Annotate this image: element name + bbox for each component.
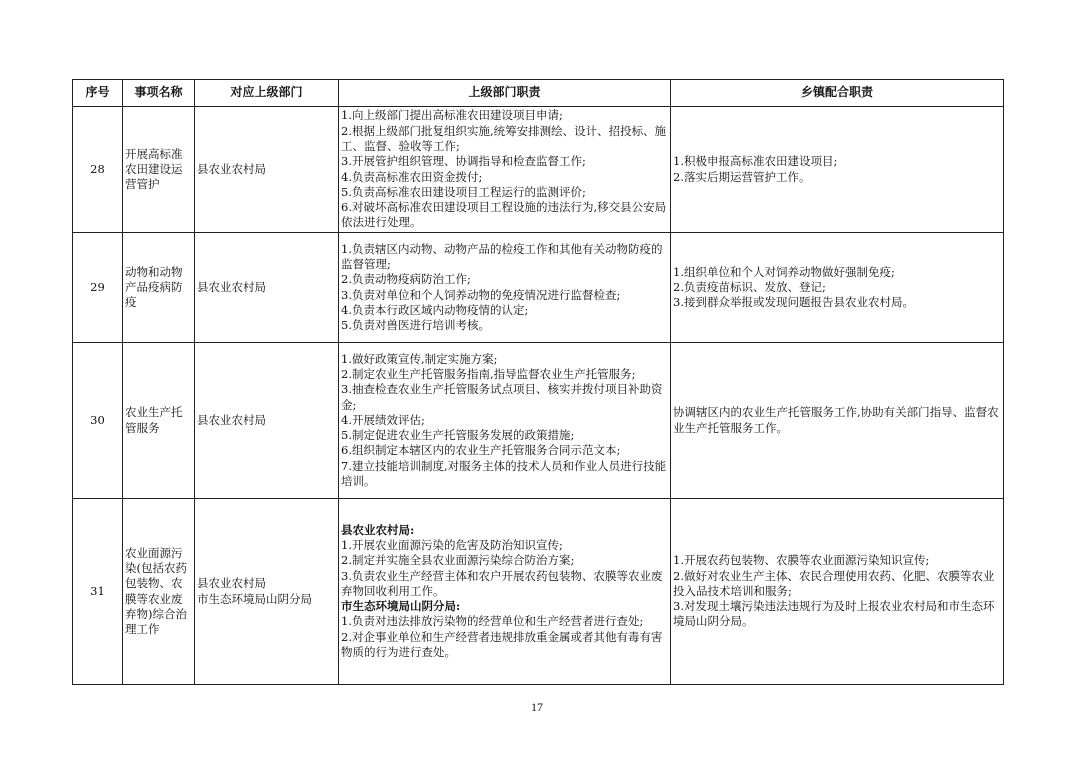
town-duty-item: 1.积极申报高标准农田建设项目;	[673, 154, 838, 169]
department-name: 县农业农村局	[197, 576, 266, 591]
duty-item: 1.负责辖区内动物、动物产品的检疫工作和其他有关动物防疫的监督管理;	[341, 241, 663, 271]
item-name: 农业面源污染(包括农药包装物、农膜等农业废弃物)综合治理工作	[123, 499, 195, 685]
item-name: 农业生产托管服务	[123, 343, 195, 499]
duty-item: 2.负责动物疫病防治工作;	[341, 272, 471, 287]
department-cell	[195, 107, 339, 233]
town-duty-item: 3.接到群众举报或发现问题报告县农业农村局。	[673, 295, 914, 310]
table-header-row	[73, 80, 1004, 107]
duty-item: 4.负责本行政区域内动物疫情的认定;	[341, 302, 529, 317]
header-item-name: 事项名称	[123, 80, 195, 107]
duty-item: 1.负责对违法排放污染物的经营单位和生产经营者进行查处;	[341, 614, 644, 629]
duty-item: 2.制定并实施全县农业面源污染综合防治方案;	[341, 553, 575, 568]
item-name: 动物和动物产品疫病防疫	[123, 233, 195, 343]
duty-item: 3.开展管护组织管理、协调指导和检查监督工作;	[341, 154, 586, 169]
row-number: 29	[73, 233, 123, 343]
department-cell	[195, 499, 339, 685]
table-row	[73, 233, 1004, 343]
upper-duties-cell	[339, 499, 671, 685]
duty-item: 2.制定农业生产托管服务指南,指导监督农业生产托管服务;	[341, 366, 636, 381]
upper-duties-cell	[339, 343, 671, 499]
header-no: 序号	[73, 80, 123, 107]
department-name: 市生态环境局山阴分局	[197, 591, 312, 606]
header-upper-duties: 上级部门职责	[339, 80, 671, 107]
town-duties-cell	[671, 499, 1004, 685]
duty-item: 5.负责高标准农田建设项目工程运行的监测评价;	[341, 184, 586, 199]
row-number: 30	[73, 343, 123, 499]
upper-duties-cell	[339, 107, 671, 233]
header-town-duties: 乡镇配合职责	[671, 80, 1004, 107]
duty-section-heading: 县农业农村局:	[341, 522, 415, 537]
duty-item: 1.向上级部门提出高标准农田建设项目申请;	[341, 108, 563, 123]
duty-item: 3.负责农业生产经营主体和农户开展农药包装物、农膜等农业废弃物回收利用工作。	[341, 568, 663, 598]
duty-item: 1.开展农业面源污染的危害及防治知识宣传;	[341, 537, 563, 552]
duty-item: 7.建立技能培训制度,对服务主体的技术人员和作业人员进行技能培训。	[341, 458, 667, 489]
department-name: 县农业农村局	[197, 279, 266, 294]
duty-item: 6.对破坏高标准农田建设项目工程设施的违法行为,移交县公安局依法进行处理。	[341, 200, 667, 230]
department-name: 县农业农村局	[197, 161, 266, 176]
duty-item: 4.负责高标准农田资金拨付;	[341, 169, 483, 184]
town-duty-item: 1.组织单位和个人对饲养动物做好强制免疫;	[673, 264, 895, 279]
duty-item: 3.负责对单位和个人饲养动物的免疫情况进行监督检查;	[341, 287, 621, 302]
town-duty-item: 1.开展农药包装物、农膜等农业面源污染知识宣传;	[673, 553, 930, 568]
duty-item: 5.负责对兽医进行培训考核。	[341, 318, 490, 333]
duty-item: 6.组织制定本辖区内的农业生产托管服务合同示范文本;	[341, 443, 621, 458]
duty-item: 2.根据上级部门批复组织实施,统筹安排测绘、设计、招投标、施工、监督、验收等工作;	[341, 123, 667, 153]
department-cell	[195, 343, 339, 499]
town-duty-item: 2.负责疫苗标识、发放、登记;	[673, 279, 826, 294]
row-number: 28	[73, 107, 123, 233]
duty-item: 1.做好政策宣传,制定实施方案;	[341, 351, 498, 366]
table-row	[73, 343, 1004, 499]
town-duties-cell	[671, 233, 1004, 343]
town-duties-cell	[671, 107, 1004, 233]
upper-duties-cell	[339, 233, 671, 343]
department-cell	[195, 233, 339, 343]
duty-section-heading: 市生态环境局山阴分局:	[341, 599, 461, 614]
duty-item: 4.开展绩效评估;	[341, 412, 425, 427]
duty-item: 3.抽查检查农业生产托管服务试点项目、核实并拨付项目补助资金;	[341, 382, 663, 412]
town-duty-item: 3.对发现土壤污染违法违规行为及时上报农业农村局和市生态环境局山阴分局。	[673, 599, 995, 629]
row-number: 31	[73, 499, 123, 685]
duty-table	[72, 79, 1004, 685]
table-row	[73, 499, 1004, 685]
town-duties-cell	[671, 343, 1004, 499]
town-duty-item: 协调辖区内的农业生产托管服务工作,协助有关部门指导、监督农业生产托管服务工作。	[673, 405, 999, 435]
duty-item: 5.制定促进农业生产托管服务发展的政策措施;	[341, 428, 575, 443]
town-duty-item: 2.落实后期运营管护工作。	[673, 169, 811, 184]
department-name: 县农业农村局	[197, 412, 266, 427]
item-name: 开展高标准农田建设运营管护	[123, 107, 195, 233]
page-number: 17	[531, 700, 543, 714]
header-department: 对应上级部门	[195, 80, 339, 107]
town-duty-item: 2.做好对农业生产主体、农民合理使用农药、化肥、农膜等农业投入品技术培训和服务;	[673, 568, 995, 598]
duty-item: 2.对企事业单位和生产经营者违规排放重金属或者其他有毒有害物质的行为进行查处。	[341, 629, 663, 660]
table-row	[73, 107, 1004, 233]
